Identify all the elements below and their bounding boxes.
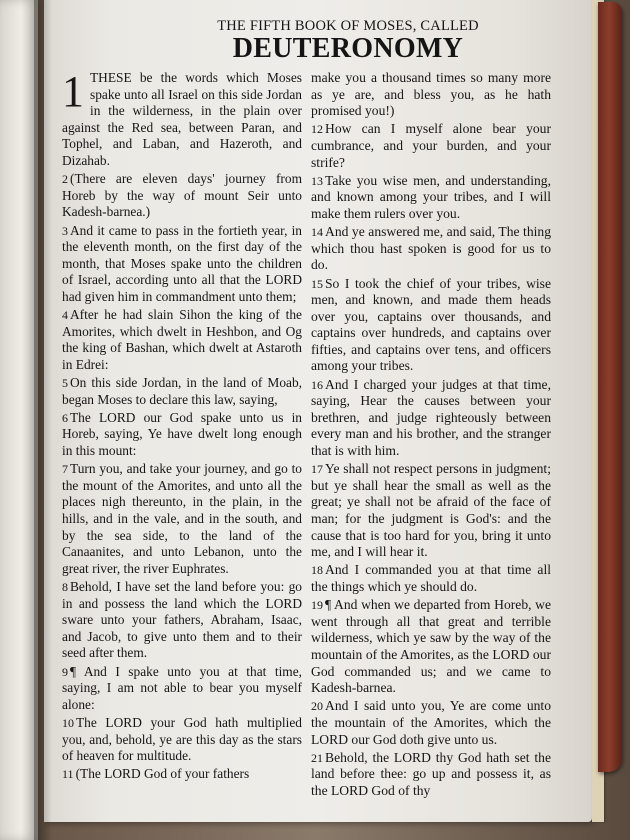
verse-text: And it came to pass in the fortieth year, in the eleventh month, on the first day of the month, that Moses spake unto the children of Israel, according unto all that the LORD had given him in commandment unto them; <box>62 222 302 304</box>
verse <box>311 461 551 561</box>
verse-number: 9 <box>62 664 68 679</box>
verse <box>311 597 551 697</box>
verse-text: THESE be the words which Moses spake unto all Israel on this side Jordan in the wilderness, in the plain over against the Red sea, between Paran, and Tophel, and Laban, and Hazeroth, and Dizahab. <box>62 70 302 168</box>
verse-text: (There are eleven days' journey from Horeb by the way of mount Seir unto Kadesh-barnea.) <box>62 171 302 220</box>
verse-number: 5 <box>62 376 68 391</box>
verse-text: Take you wise men, and understanding, and known among your tribes, and I will make them rulers over you. <box>311 172 551 221</box>
verse <box>62 664 302 714</box>
verse-number: 21 <box>311 750 323 765</box>
verse-number: 19 <box>311 598 323 613</box>
verse-number: 2 <box>62 172 68 187</box>
verse-number: 10 <box>62 715 74 730</box>
verse <box>62 307 302 373</box>
verse-number: 17 <box>311 462 323 477</box>
verse <box>311 121 551 171</box>
verse <box>62 67 302 170</box>
verse-number: 12 <box>311 122 323 137</box>
verse <box>62 223 302 306</box>
verse-text: How can I myself alone bear your cumbrance, and your burden, and your strife? <box>311 121 551 170</box>
chapter-number-dropcap: 1 <box>62 67 84 116</box>
verse <box>62 579 302 662</box>
verse-number: 15 <box>311 276 323 291</box>
verse-number: 8 <box>62 579 68 594</box>
verse-text: Behold, I have set the land before you: go in and possess the land which the LORD sware unto your fathers, Abraham, Isaac, and Jacob, to give unto them and to their seed after them. <box>62 578 302 661</box>
leather-cover-edge <box>598 2 622 772</box>
verse-text: And ye answered me, and said, The thing which thou hast spoken is good for us to do. <box>311 224 551 273</box>
verse-text: Behold, the LORD thy God hath set the land before thee: go up and possess it, as the LORD God of thy <box>311 749 551 798</box>
verse <box>311 276 551 376</box>
verse <box>311 224 551 274</box>
verse <box>311 377 551 460</box>
verse-text: On this side Jordan, in the land of Moab, began Moses to declare this law, saying, <box>62 375 302 407</box>
facing-page-edge <box>0 0 38 840</box>
verse <box>62 715 302 765</box>
verse <box>311 70 551 120</box>
verse <box>62 171 302 221</box>
verse-text: ¶ And when we departed from Horeb, we went through all that great and terrible wilderness, which ye saw by the way of the mountain of the Amorites, as the LORD our God commanded us; and we came to Kadesh-barnea. <box>311 597 551 696</box>
verse-text: And I commanded you at that time all the things which ye should do. <box>311 562 551 594</box>
verse <box>62 461 302 577</box>
verse-text: And I said unto you, Ye are come unto the mountain of the Amorites, which the LORD our God doth give unto us. <box>311 698 551 747</box>
verse-number: 3 <box>62 223 68 238</box>
verse-text: (The LORD God of your fathers <box>75 766 250 782</box>
verse <box>62 375 302 408</box>
verse <box>311 173 551 223</box>
right-text-column <box>311 70 551 801</box>
verse-text: The LORD your God hath multiplied you, and, behold, ye are this day as the stars of heaven for multitude. <box>62 714 302 764</box>
book-title: DEUTERONOMY <box>232 33 464 64</box>
verse-text: And I charged your judges at that time, saying, Hear the causes between your brethren, and judge righteously between every man and his brother, and the stranger that is with him. <box>311 376 551 459</box>
verse-text: make you a thousand times so many more as ye are, and bless you, as he hath promised you!) <box>311 70 551 119</box>
verse <box>62 766 302 783</box>
verse-number: 6 <box>62 410 68 425</box>
verse-text: Turn you, and take your journey, and go to the mount of the Amorites, and unto all the places nigh thereunto, in the plain, in the hills, and in the vale, and in the south, and by the sea side, to the land of the Canaanites, and unto Lebanon, unto the great river, the river Euphrates. <box>62 461 302 576</box>
verse-number: 14 <box>311 225 323 240</box>
verse-text: After he had slain Sihon the king of the Amorites, which dwelt in Heshbon, and Og the king of Bashan, which dwelt at Astaroth in Edrei: <box>62 307 302 372</box>
verse-text: So I took the chief of your tribes, wise men, and known, and made them heads over you, captains over thousands, and captains over hundreds, and captains over fifties, and captains over tens, and officers among your tribes. <box>311 275 551 374</box>
left-text-column <box>62 67 302 784</box>
verse-number: 16 <box>311 377 323 392</box>
verse <box>62 410 302 460</box>
verse <box>311 698 551 748</box>
verse-number: 20 <box>311 699 323 714</box>
running-title: THE FIFTH BOOK OF MOSES, CALLED <box>217 18 479 34</box>
verse-number: 18 <box>311 563 323 578</box>
verse-text: Ye shall not respect persons in judgment; but ye shall hear the small as well as the great; ye shall not be afraid of the face of man; for the judgment is God's: and the cause that is too hard for you, bring it unto me, and I will hear it. <box>311 461 551 560</box>
verse <box>311 750 551 800</box>
verse-text: The LORD our God spake unto us in Horeb, saying, Ye have dwelt long enough in this mount: <box>62 409 302 459</box>
verse-number: 11 <box>62 767 74 782</box>
verse-text: ¶ And I spake unto you at that time, saying, I am not able to bear you myself alone: <box>62 663 302 712</box>
verse <box>311 562 551 595</box>
page-header <box>44 17 592 63</box>
verse-number: 13 <box>311 173 323 188</box>
verse-number: 4 <box>62 308 68 323</box>
spine-shadow <box>34 0 52 840</box>
verse-number: 7 <box>62 462 68 477</box>
